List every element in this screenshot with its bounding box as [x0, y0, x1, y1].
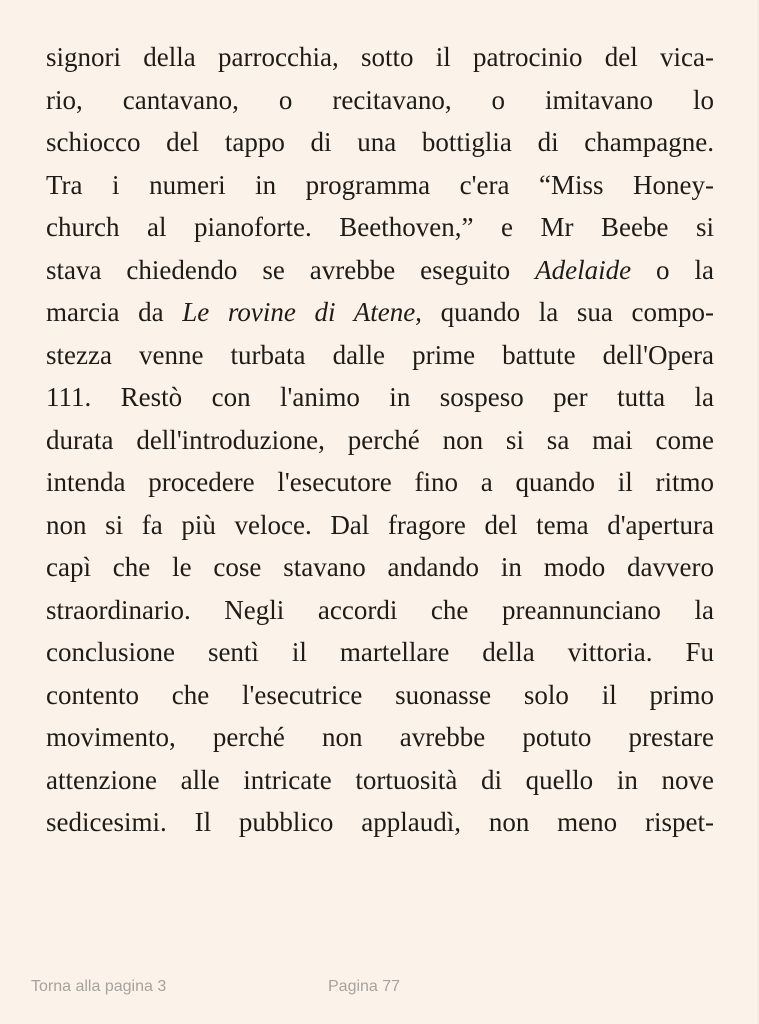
text-segment: schiocco del tappo di una bottiglia di champagne. [46, 127, 714, 157]
text-segment: attenzione alle intricate tortuosità di quello in nove [46, 764, 714, 795]
text-segment: church al pianoforte. Beethoven,” e Mr Beebe si [46, 212, 714, 242]
text-line [46, 36, 714, 79]
text-segment: conclusione sentì il martellare della vittoria. Fu [46, 637, 714, 667]
italic-title: Adelaide [535, 254, 632, 285]
text-line [46, 79, 714, 122]
book-text [46, 36, 714, 844]
text-line [46, 801, 714, 844]
text-segment: intenda procedere l'esecutore fino a quando il ritmo [46, 467, 714, 497]
text-line [46, 589, 714, 632]
text-segment: 111. Restò con l'animo in sospeso per tutta la [46, 382, 714, 412]
text-line [46, 759, 714, 802]
text-line [46, 461, 714, 504]
text-line [46, 546, 714, 589]
text-segment: capì che le cose stavano andando in modo davvero [46, 552, 714, 582]
text-segment: stava chiedendo se avrebbe eseguito [46, 254, 536, 285]
text-segment: durata dell'introduzione, perché non si sa mai come [46, 424, 714, 455]
text-segment: contento che l'esecutrice suonasse solo il primo [46, 679, 714, 710]
text-segment: Tra i numeri in programma c'era “Miss Honey- [46, 169, 714, 200]
text-line [46, 291, 714, 334]
text-segment: sedicesimi. Il pubblico applaudì, non meno rispet- [46, 807, 714, 837]
text-line [46, 419, 714, 462]
text-segment: o la [631, 254, 714, 285]
text-line [46, 631, 714, 674]
text-line [46, 206, 714, 249]
text-segment: non si fa più veloce. Dal fragore del tema d'apertura [46, 509, 714, 540]
text-line [46, 121, 714, 164]
text-segment: quando la sua compo- [421, 297, 714, 327]
text-line [46, 504, 714, 547]
text-segment: signori della parrocchia, sotto il patrocinio del vica- [46, 42, 714, 72]
text-line [46, 376, 714, 419]
page-number: Pagina 77 [328, 978, 401, 995]
text-line [46, 716, 714, 759]
text-segment: stezza venne turbata dalle prime battute dell'Opera [46, 339, 714, 370]
text-line [46, 164, 714, 207]
text-line [46, 249, 714, 292]
text-line [46, 674, 714, 717]
back-to-page-link[interactable]: Torna alla pagina 3 [31, 978, 167, 995]
text-segment: movimento, perché non avrebbe potuto prestare [46, 722, 714, 752]
italic-title: Le rovine di Atene, [182, 297, 422, 327]
text-segment: marcia da [46, 297, 183, 327]
text-segment: straordinario. Negli accordi che preannunciano la [46, 594, 714, 625]
text-line [46, 334, 714, 377]
text-segment: rio, cantavano, o recitavano, o imitavano lo [46, 84, 714, 115]
